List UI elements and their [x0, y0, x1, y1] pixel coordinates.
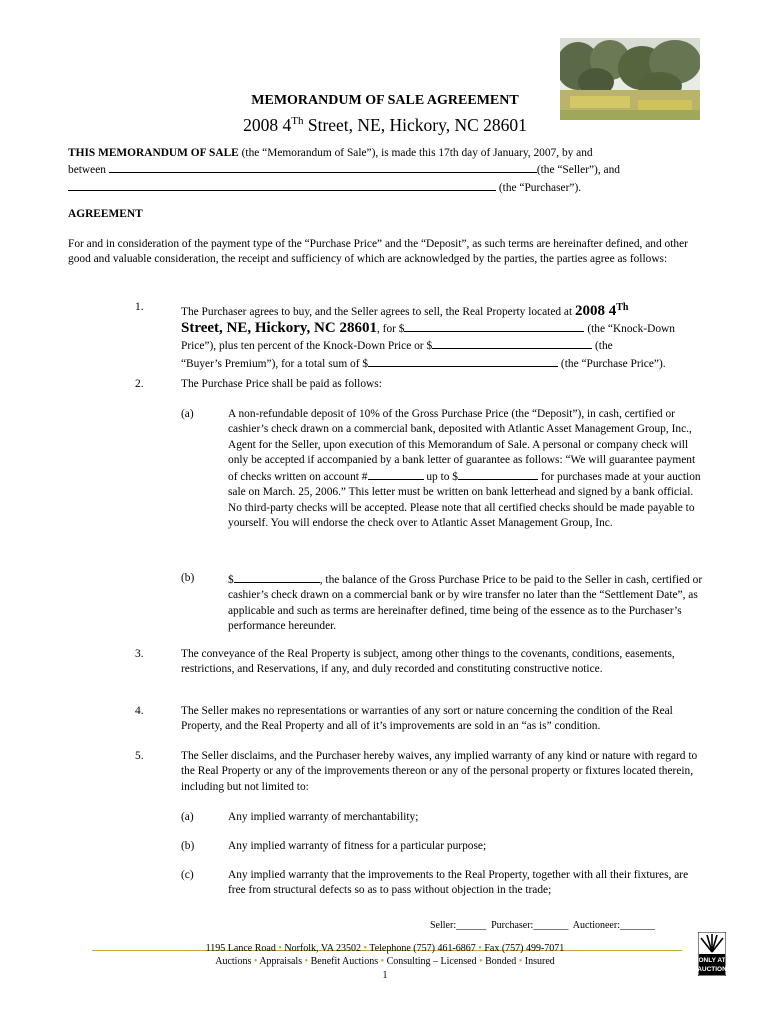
- purchase-price-blank[interactable]: [368, 355, 558, 367]
- svg-text:AUCTION: AUCTION: [698, 966, 726, 973]
- item-2b-label: (b): [181, 572, 195, 584]
- item-3-text: The conveyance of the Real Property is subject, among other things to the covenants, conditions, easements, restrictions, and Reservations, if any, and duly recorded and constituting constructive notice.: [181, 648, 675, 676]
- item-4-text: The Seller makes no representations or warranties of any sort or nature concerning the condition of the Real Property, and the Real Property and all of it’s improvements are sold in an “as is” condition.: [181, 705, 673, 733]
- item-2a-label: (a): [181, 408, 194, 420]
- buyers-premium-blank[interactable]: [432, 337, 592, 349]
- purchaser-initials[interactable]: Purchaser:_______: [491, 920, 569, 931]
- item-4-number: 4.: [135, 705, 144, 717]
- item-2b-text: $ , the balance of the Gross Purchase Price to be paid to the Seller in cash, certified or cashier’s check drawn on a commercial bank or by wire transfer no later than the “Settlement Date”, as applicable and such as terms are hereinafter defined, time being of the essence as to the Purchaser’s performance hereunder.: [228, 571, 708, 634]
- account-number-blank[interactable]: [368, 468, 424, 480]
- item-5-text: The Seller disclaims, and the Purchaser hereby waives, any implied warranty of any kind or nature with regard to the Real Property or any of the improvements thereon or any of the personal property or fixtures located therein, including but not limited to:: [181, 750, 698, 793]
- initials-line: [430, 918, 655, 933]
- property-address: 2008 4Th Street, NE, Hickory, NC 28601: [243, 114, 527, 135]
- item-2-text: The Purchase Price shall be paid as follows:: [181, 378, 382, 390]
- footer-contact: 1195 Lance Road • Norfolk, VA 23502 • Telephone (757) 461-6867 • Fax (757) 499-7071: [205, 943, 565, 954]
- item-5-number: 5.: [135, 750, 144, 762]
- agreement-paragraph: For and in consideration of the payment type of the “Purchase Price” and the “Deposit”, as such terms are hereinafter defined, and other good and valuable consideration, the receipt and sufficiency of which are acknowledged by the parties, the parties agree as follows:: [68, 238, 688, 266]
- only-at-auction-logo: [698, 932, 726, 976]
- item-1: 1. The Purchaser agrees to buy, and the Seller agrees to sell, the Real Property located at 2008 4Th Street, NE, Hickory, NC 28601, for $ (the “Knock-Down Price”), plus ten percent of the Knock-Down Price or $ (the “Buyer’s Premium”), for a total sum of $ (the “Purchase Price”).: [135, 301, 675, 370]
- warranty-b-text: Any implied warranty of fitness for a particular purpose;: [228, 840, 487, 852]
- item-3-number: 3.: [135, 648, 144, 660]
- warranty-c-label: (c): [181, 869, 194, 881]
- seller-initials[interactable]: Seller:______: [430, 920, 487, 931]
- balance-amount-blank[interactable]: [234, 571, 320, 583]
- footer-services: Auctions • Appraisals • Benefit Auctions • Consulting – Licensed • Bonded • Insured: [215, 956, 555, 967]
- warranty-c-text: Any implied warranty that the improvements to the Real Property, together with all their fixtures, are free from structural defects so as to pass without objection in the trade;: [228, 869, 689, 897]
- seller-name-blank[interactable]: [109, 161, 537, 173]
- knockdown-price-blank[interactable]: [404, 320, 584, 332]
- agreement-heading: AGREEMENT: [68, 208, 143, 220]
- purchaser-name-blank[interactable]: [68, 179, 496, 191]
- warranty-b-label: (b): [181, 840, 195, 852]
- intro-paragraph: THIS MEMORANDUM OF SALE (the “Memorandum of Sale”), is made this 17th day of January, 2007, by and between (the “Seller”), and (the “Purchaser”).: [68, 147, 620, 194]
- guarantee-amount-blank[interactable]: [458, 468, 538, 480]
- document-title: MEMORANDUM OF SALE AGREEMENT: [251, 93, 519, 108]
- warranty-a-text: Any implied warranty of merchantability;: [228, 811, 419, 823]
- warranty-a-label: (a): [181, 811, 194, 823]
- page-number: 1: [382, 970, 388, 981]
- item-2a-text: A non-refundable deposit of 10% of the Gross Purchase Price (the “Deposit”), in cash, certified or cashier’s check drawn on a commercial bank, deposited with Atlantic Asset Management Group, Inc., Agent for the Seller, upon execution of this Memorandum of Sale. A personal or company check will only be accepted if accompanied by a bank letter of guarantee as follows: “We will guarantee payment of checks written on account # up to $ for purchases made at your auction sale on March. 25, 2006.” This letter must be written on bank letterhead and signed by a bank official. No third-party checks will be accepted. Please note that all certified checks should be made payable to yourself. You will endorse the check over to Atlantic Asset Management Group, Inc.: [228, 408, 701, 530]
- auctioneer-initials[interactable]: Auctioneer:_______: [572, 920, 655, 931]
- svg-text:ONLY AT: ONLY AT: [698, 957, 726, 964]
- item-2-number: 2.: [135, 378, 144, 390]
